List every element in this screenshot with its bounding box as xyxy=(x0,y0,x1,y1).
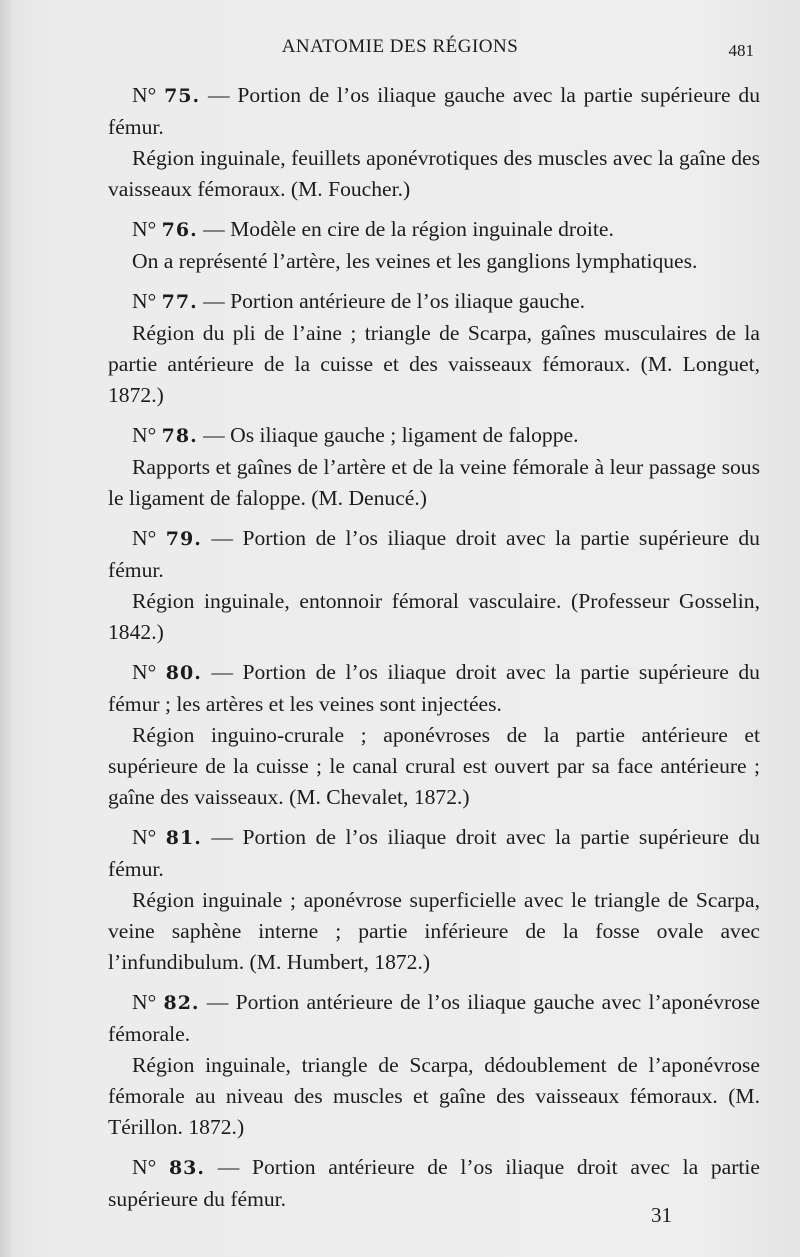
entry-description: Région du pli de l’aine ; triangle de Scarpa, gaînes musculaires de la partie antérieure de la cuisse et des vaisseaux fémoraux. (M. Longuet, 1872.) xyxy=(108,321,760,407)
entry-number: 76. xyxy=(161,219,198,241)
catalogue-entry xyxy=(108,286,760,411)
entry-no-label: N° xyxy=(132,423,157,447)
entry-number: 80. xyxy=(165,662,202,684)
catalogue-entry xyxy=(108,657,760,813)
entry-title: — Portion antérieure de l’os iliaque droit avec la partie supérieure du fémur. xyxy=(108,1155,761,1211)
entry-description: Région inguino-crurale ; aponévroses de la partie antérieure et supérieure de la cuisse ; le canal crural est ouvert par sa face antérieure ; gaîne des vaisseaux. (M. Chevalet, 1872.) xyxy=(108,723,760,809)
catalogue-entry xyxy=(108,523,760,648)
entry-no-label: N° xyxy=(132,83,157,107)
entry-description: On a représenté l’artère, les veines et les ganglions lymphatiques. xyxy=(132,249,698,273)
catalogue-entry xyxy=(108,987,760,1143)
entry-no-label: N° xyxy=(132,1155,157,1179)
entry-title: — Os iliaque gauche ; ligament de faloppe. xyxy=(203,423,579,447)
entry-number: 81. xyxy=(165,827,202,849)
entry-title: — Modèle en cire de la région inguinale droite. xyxy=(203,217,614,241)
catalogue-entries xyxy=(108,80,760,1224)
entry-description: Région inguinale ; aponévrose superficielle avec le triangle de Scarpa, veine saphène interne ; partie inférieure de la fosse ovale avec l’infundibulum. (M. Humbert, 1872.) xyxy=(108,888,760,974)
entry-no-label: N° xyxy=(132,217,157,241)
catalogue-entry xyxy=(108,80,760,205)
catalogue-entry xyxy=(108,822,760,978)
entry-number: 78. xyxy=(161,425,198,447)
entry-title: — Portion de l’os iliaque droit avec la partie supérieure du fémur. xyxy=(108,825,760,881)
entry-number: 77. xyxy=(161,291,198,313)
entry-description: Région inguinale, feuillets aponévrotiques des muscles avec la gaîne des vaisseaux fémoraux. (M. Foucher.) xyxy=(108,146,760,201)
entry-title: — Portion antérieure de l’os iliaque gauche avec l’aponévrose fémorale. xyxy=(108,990,760,1046)
entry-description: Région inguinale, triangle de Scarpa, dédoublement de l’aponévrose fémorale au niveau des muscles et gaîne des vaisseaux fémoraux. (M. Térillon. 1872.) xyxy=(108,1053,760,1139)
catalogue-entry xyxy=(108,420,760,514)
entry-number: 83. xyxy=(168,1157,205,1179)
entry-description: Région inguinale, entonnoir fémoral vasculaire. (Professeur Gosselin, 1842.) xyxy=(108,589,760,644)
entry-description: Rapports et gaînes de l’artère et de la veine fémorale à leur passage sous le ligament de faloppe. (M. Denucé.) xyxy=(108,455,760,510)
catalogue-entry xyxy=(108,214,760,277)
entry-number: 82. xyxy=(163,992,200,1014)
entry-number: 79. xyxy=(165,528,202,550)
entry-title: — Portion de l’os iliaque droit avec la partie supérieure du fémur. xyxy=(108,526,760,582)
page-number: 481 xyxy=(728,41,754,60)
entry-no-label: N° xyxy=(132,825,157,849)
running-head-title: ANATOMIE DES RÉGIONS xyxy=(281,36,519,57)
entry-title: — Portion de l’os iliaque droit avec la partie supérieure du fémur ; les artères et les veines sont injectées. xyxy=(108,660,760,716)
entry-number: 75. xyxy=(164,85,201,107)
entry-no-label: N° xyxy=(132,990,157,1014)
signature-mark: 31 xyxy=(651,1203,672,1227)
running-head xyxy=(0,36,800,60)
entry-title: — Portion antérieure de l’os iliaque gauche. xyxy=(203,289,586,313)
entry-no-label: N° xyxy=(132,289,157,313)
entry-no-label: N° xyxy=(132,526,157,550)
entry-title: — Portion de l’os iliaque gauche avec la partie supérieure du fémur. xyxy=(108,83,761,139)
entry-no-label: N° xyxy=(132,660,157,684)
